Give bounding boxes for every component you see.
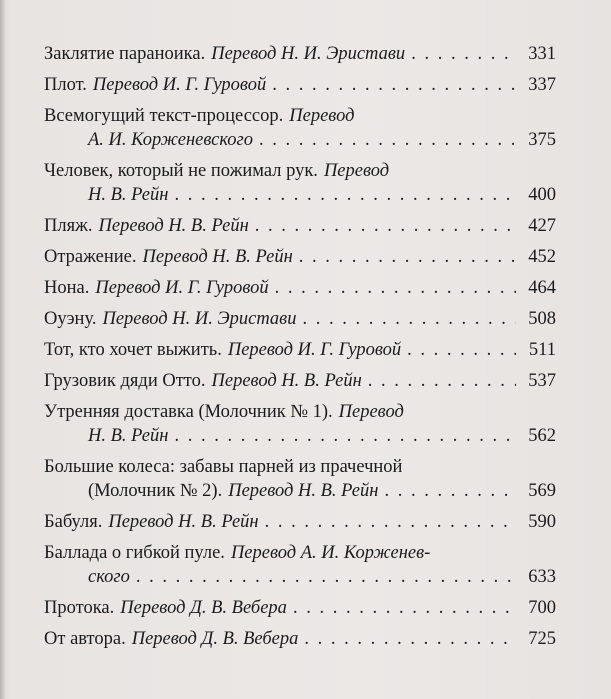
leader-dots — [265, 510, 516, 534]
entry-translator: Перевод И. Г. Гуровой — [227, 340, 402, 360]
entry-title: Отражение. — [44, 247, 137, 267]
entry-translator: Н. В. Рейн — [88, 426, 169, 446]
page-binding-shadow — [0, 0, 6, 699]
toc-line — [44, 541, 556, 565]
leader-dots — [384, 479, 516, 503]
page-number: 590 — [528, 512, 556, 532]
entry-translator: Перевод — [289, 106, 355, 126]
toc-line — [44, 369, 556, 393]
leader-dots — [299, 245, 516, 269]
entry-translator: Перевод Н. И. Эристави — [211, 44, 406, 64]
entry-title: Человек, который не пожимал рук. — [44, 161, 318, 181]
leader-dots — [407, 338, 516, 362]
toc-line — [44, 276, 556, 300]
toc-line — [44, 455, 556, 479]
entry-title: Заклятие параноика. — [44, 44, 206, 64]
toc-entry — [44, 276, 556, 300]
leader-dots — [272, 73, 516, 97]
page-number: 725 — [528, 629, 556, 649]
entry-translator: Перевод Н. В. Рейн — [98, 216, 249, 236]
entry-translator: ского — [88, 567, 130, 587]
toc-line — [44, 183, 556, 207]
page-number: 633 — [528, 567, 556, 587]
page-number: 700 — [528, 598, 556, 618]
leader-dots — [275, 276, 516, 300]
toc-entry — [44, 307, 556, 331]
entry-title: Грузовик дяди Отто. — [44, 371, 206, 391]
page-number: 331 — [528, 44, 556, 64]
entry-title: Утренняя доставка (Молочник № 1). — [44, 402, 333, 422]
entry-translator: Перевод Н. В. Рейн — [108, 512, 259, 532]
leader-dots — [136, 565, 516, 589]
page-number: 452 — [528, 247, 556, 267]
toc-entry — [44, 369, 556, 393]
entry-translator: Н. В. Рейн — [88, 185, 169, 205]
table-of-contents — [44, 42, 556, 658]
toc-entry — [44, 214, 556, 238]
toc-entry — [44, 159, 556, 207]
page-number: 337 — [528, 75, 556, 95]
entry-title: От автора. — [44, 629, 126, 649]
toc-line — [44, 128, 556, 152]
leader-dots — [411, 42, 516, 66]
toc-line — [44, 307, 556, 331]
toc-entry — [44, 73, 556, 97]
leader-dots — [304, 627, 516, 651]
toc-line — [44, 338, 556, 362]
entry-title: Баллада о гибкой пуле. — [44, 543, 225, 563]
entry-translator: Перевод Н. И. Эристави — [102, 309, 297, 329]
entry-title: Пляж. — [44, 216, 93, 236]
toc-line — [44, 479, 556, 503]
page-number: 511 — [528, 340, 556, 360]
toc-line — [44, 73, 556, 97]
toc-entry — [44, 455, 556, 503]
toc-entry — [44, 541, 556, 589]
entry-title: Бабуля. — [44, 512, 103, 532]
toc-entry — [44, 627, 556, 651]
leader-dots — [174, 183, 516, 207]
toc-line — [44, 214, 556, 238]
toc-line — [44, 424, 556, 448]
page-number: 562 — [528, 426, 556, 446]
entry-translator: Перевод — [323, 161, 390, 181]
page-number: 569 — [528, 481, 556, 501]
entry-translator: Перевод И. Г. Гуровой — [92, 75, 267, 95]
entry-translator: Перевод Д. В. Вебера — [131, 629, 299, 649]
toc-line — [44, 42, 556, 66]
page-number: 427 — [528, 216, 556, 236]
toc-line — [44, 565, 556, 589]
entry-translator: Перевод Н. В. Рейн — [211, 371, 362, 391]
page-number: 508 — [528, 309, 556, 329]
toc-line — [44, 245, 556, 269]
toc-entry — [44, 400, 556, 448]
entry-translator: Перевод Д. В. Вебера — [120, 598, 287, 618]
entry-title: (Молочник № 2). — [88, 481, 223, 501]
page-number: 537 — [528, 371, 556, 391]
toc-line — [44, 159, 556, 183]
page-number: 375 — [528, 130, 556, 150]
toc-line — [44, 596, 556, 620]
toc-entry — [44, 104, 556, 152]
toc-entry — [44, 245, 556, 269]
toc-entry — [44, 510, 556, 534]
leader-dots — [174, 424, 516, 448]
toc-line — [44, 400, 556, 424]
toc-line — [44, 510, 556, 534]
leader-dots — [255, 214, 516, 238]
toc-entry — [44, 596, 556, 620]
entry-title: Протока. — [44, 598, 115, 618]
entry-title: Всемогущий текст-процессор. — [44, 106, 284, 126]
leader-dots — [368, 369, 516, 393]
entry-translator: А. И. Корженевского — [88, 130, 254, 150]
toc-line — [44, 627, 556, 651]
entry-title: Тот, кто хочет выжить. — [44, 340, 222, 360]
toc-entry — [44, 338, 556, 362]
page-number: 464 — [528, 278, 556, 298]
entry-translator: Перевод — [338, 402, 404, 422]
entry-title: Оуэну. — [44, 309, 97, 329]
entry-title: Большие колеса: забавы парней из прачечной — [44, 457, 403, 477]
entry-title: Плот. — [44, 75, 87, 95]
toc-line — [44, 104, 556, 128]
entry-title: Нона. — [44, 278, 90, 298]
entry-translator: Перевод А. И. Корженев- — [230, 543, 431, 563]
toc-entry — [44, 42, 556, 66]
page-number: 400 — [528, 185, 556, 205]
entry-translator: Перевод Н. В. Рейн — [142, 247, 293, 267]
entry-translator: Перевод И. Г. Гуровой — [95, 278, 269, 298]
leader-dots — [302, 307, 516, 331]
entry-translator: Перевод Н. В. Рейн — [228, 481, 379, 501]
leader-dots — [259, 128, 516, 152]
leader-dots — [293, 596, 516, 620]
